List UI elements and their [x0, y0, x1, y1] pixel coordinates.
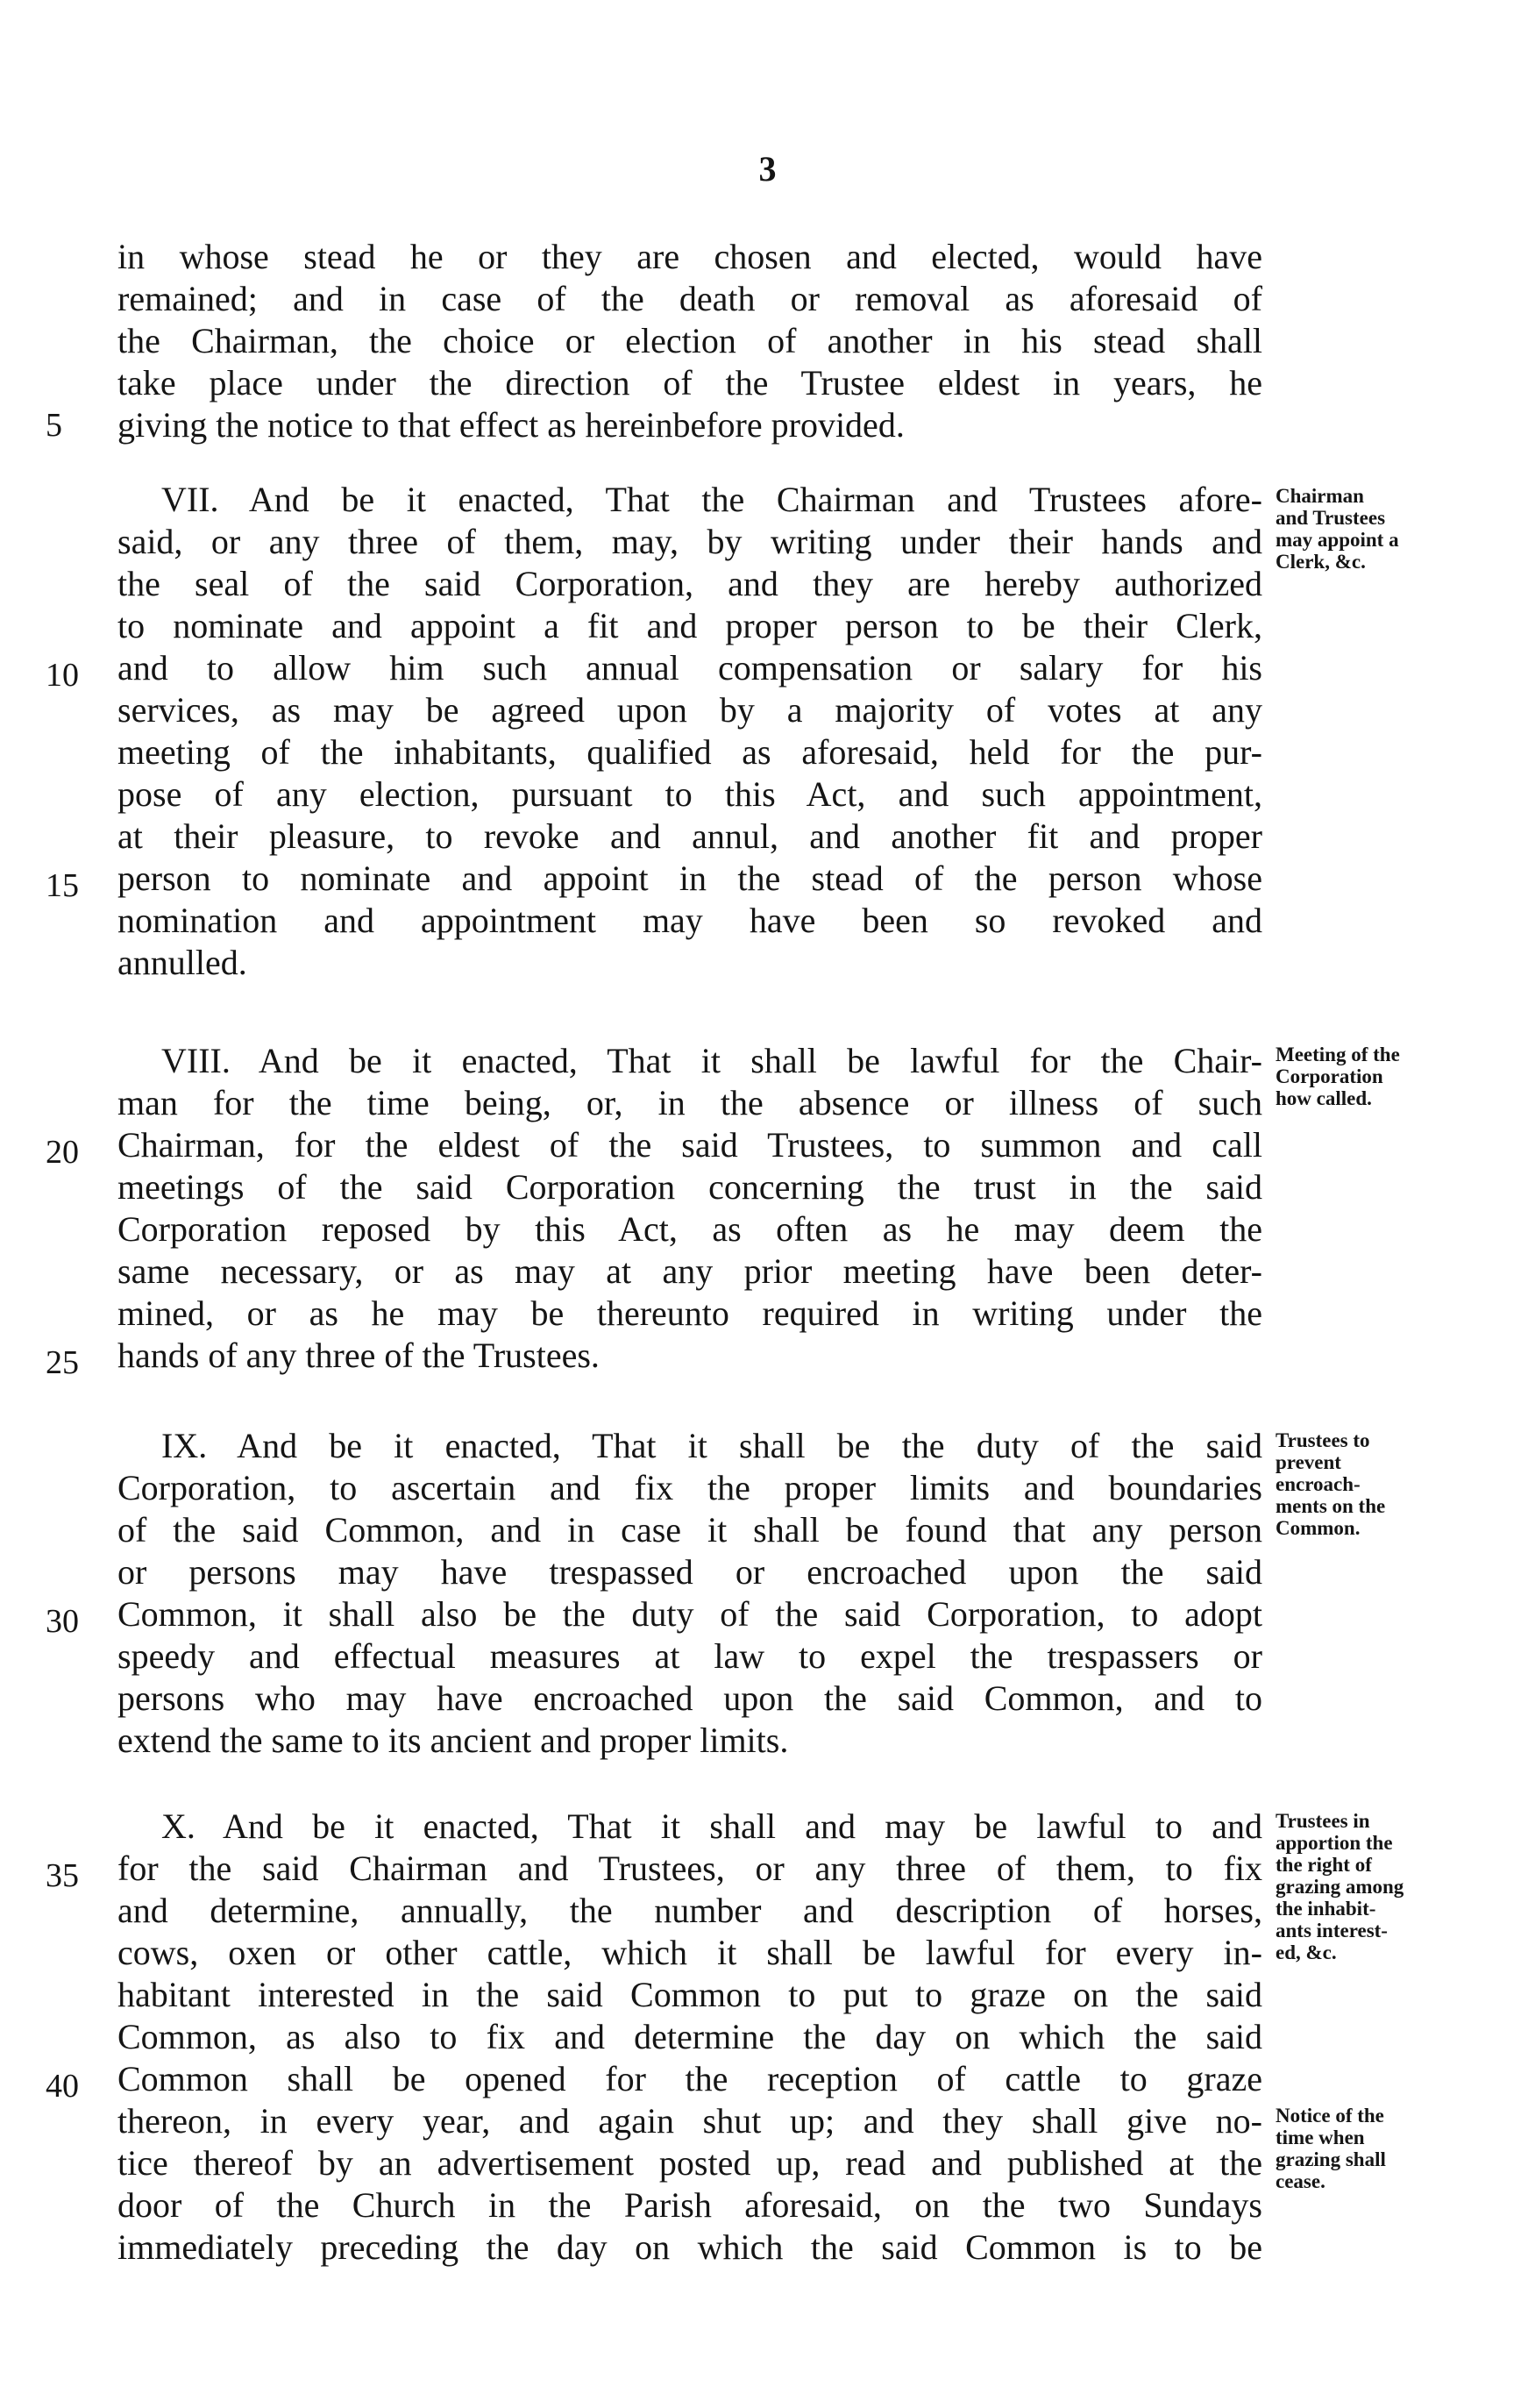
margin-note-line: may appoint a: [1276, 529, 1399, 551]
line-number-5: 5: [46, 407, 62, 444]
body-line-38: habitant interested in the said Common to put to graze on the said: [117, 1975, 1262, 2014]
body-line-26: IX. And be it enacted, That it shall be the duty of the said: [161, 1426, 1262, 1465]
body-line-16: nomination and appointment may have been so revoked and: [117, 901, 1262, 940]
body-line-40: Common shall be opened for the reception of cattle to graze: [117, 2059, 1262, 2098]
body-line-3: the Chairman, the choice or election of another in his stead shall: [117, 321, 1262, 360]
margin-note-line: ed, &c.: [1276, 1941, 1337, 1963]
margin-note-meeting: [1276, 1044, 1525, 1109]
body-line-34: X. And be it enacted, That it shall and may be lawful to and: [161, 1806, 1262, 1846]
margin-note-line: Corporation: [1276, 1065, 1383, 1087]
body-line-14: at their pleasure, to revoke and annul, and another fit and proper: [117, 816, 1262, 856]
line-number-10: 10: [46, 657, 79, 694]
body-line-11: services, as may be agreed upon by a majority of votes at any: [117, 690, 1262, 730]
body-line-23: same necessary, or as may at any prior meeting have been deter-: [117, 1251, 1262, 1291]
margin-note-grazing: [1276, 1810, 1525, 1963]
body-line-33: extend the same to its ancient and proper limits.: [117, 1721, 789, 1760]
body-line-30: Common, it shall also be the duty of the said Corporation, to adopt: [117, 1594, 1262, 1634]
body-line-35: for the said Chairman and Trustees, or any three of them, to fix: [117, 1849, 1262, 1888]
margin-note-line: ments on the: [1276, 1495, 1386, 1517]
line-number-30: 30: [46, 1603, 79, 1640]
margin-note-line: grazing shall: [1276, 2148, 1386, 2170]
margin-note-line: ants interest-: [1276, 1920, 1388, 1941]
body-line-22: Corporation reposed by this Act, as often as he may deem the: [117, 1209, 1262, 1249]
margin-note-line: Meeting of the: [1276, 1044, 1400, 1065]
body-line-27: Corporation, to ascertain and fix the proper limits and boundaries: [117, 1468, 1262, 1507]
line-number-35: 35: [46, 1857, 79, 1894]
margin-note-line: Clerk, &c.: [1276, 551, 1366, 573]
margin-note-line: prevent: [1276, 1451, 1341, 1473]
body-line-43: door of the Church in the Parish aforesaid, on the two Sundays: [117, 2185, 1262, 2225]
body-line-31: speedy and effectual measures at law to expel the trespassers or: [117, 1636, 1262, 1676]
body-line-6: VII. And be it enacted, That the Chairman and Trustees afore-: [161, 480, 1262, 519]
body-line-25: hands of any three of the Trustees.: [117, 1336, 600, 1375]
margin-note-notice: [1276, 2105, 1525, 2192]
margin-note-line: apportion the: [1276, 1832, 1393, 1854]
body-line-8: the seal of the said Corporation, and they are hereby authorized: [117, 564, 1262, 603]
body-line-41: thereon, in every year, and again shut up; and they shall give no-: [117, 2101, 1262, 2141]
margin-note-line: the inhabit-: [1276, 1898, 1376, 1920]
margin-note-line: time when: [1276, 2127, 1365, 2148]
margin-note-line: Trustees to: [1276, 1429, 1370, 1451]
body-line-13: pose of any election, pursuant to this Act, and such appointment,: [117, 774, 1262, 814]
line-number-20: 20: [46, 1134, 79, 1171]
body-line-42: tice thereof by an advertisement posted up, read and published at the: [117, 2143, 1262, 2183]
margin-note-line: Chairman: [1276, 485, 1364, 507]
body-line-17: annulled.: [117, 943, 247, 982]
body-line-4: take place under the direction of the Trustee eldest in years, he: [117, 363, 1262, 403]
body-line-24: mined, or as he may be thereunto required in writing under the: [117, 1293, 1262, 1333]
body-line-2: remained; and in case of the death or removal as aforesaid of: [117, 279, 1262, 318]
body-line-15: person to nominate and appoint in the stead of the person whose: [117, 858, 1262, 898]
margin-note-line: and Trustees: [1276, 507, 1386, 529]
body-line-21: meetings of the said Corporation concerning the trust in the said: [117, 1167, 1262, 1207]
body-line-10: and to allow him such annual compensation or salary for his: [117, 648, 1262, 687]
margin-note-line: the right of: [1276, 1854, 1372, 1876]
body-line-12: meeting of the inhabitants, qualified as aforesaid, held for the pur-: [117, 732, 1262, 772]
body-line-37: cows, oxen or other cattle, which it shall be lawful for every in-: [117, 1933, 1262, 1972]
margin-note-line: grazing among: [1276, 1876, 1404, 1898]
body-line-36: and determine, annually, the number and description of horses,: [117, 1891, 1262, 1930]
body-line-7: said, or any three of them, may, by writing under their hands and: [117, 522, 1262, 561]
body-line-32: persons who may have encroached upon the said Common, and to: [117, 1678, 1262, 1718]
line-number-25: 25: [46, 1344, 79, 1381]
margin-note-line: cease.: [1276, 2170, 1325, 2192]
body-line-9: to nominate and appoint a fit and proper person to be their Clerk,: [117, 606, 1262, 645]
body-line-18: VIII. And be it enacted, That it shall be lawful for the Chair-: [161, 1041, 1262, 1080]
body-line-29: or persons may have trespassed or encroached upon the said: [117, 1552, 1262, 1592]
line-number-15: 15: [46, 867, 79, 904]
body-line-28: of the said Common, and in case it shall be found that any person: [117, 1510, 1262, 1550]
body-line-39: Common, as also to fix and determine the day on which the said: [117, 2017, 1262, 2056]
margin-note-line: Trustees in: [1276, 1810, 1370, 1832]
page-number: 3: [758, 149, 777, 189]
body-line-5: giving the notice to that effect as hereinbefore provided.: [117, 405, 905, 445]
margin-note-line: encroach-: [1276, 1473, 1361, 1495]
body-line-1: in whose stead he or they are chosen and elected, would have: [117, 237, 1262, 276]
margin-note-encroachments: [1276, 1429, 1525, 1539]
margin-note-clerk: [1276, 485, 1525, 573]
body-line-19: man for the time being, or, in the absence or illness of such: [117, 1083, 1262, 1122]
body-line-20: Chairman, for the eldest of the said Trustees, to summon and call: [117, 1125, 1262, 1165]
body-line-44: immediately preceding the day on which the said Common is to be: [117, 2227, 1262, 2267]
margin-note-line: how called.: [1276, 1087, 1372, 1109]
margin-note-line: Notice of the: [1276, 2105, 1384, 2127]
margin-note-line: Common.: [1276, 1517, 1361, 1539]
line-number-40: 40: [46, 2068, 79, 2105]
